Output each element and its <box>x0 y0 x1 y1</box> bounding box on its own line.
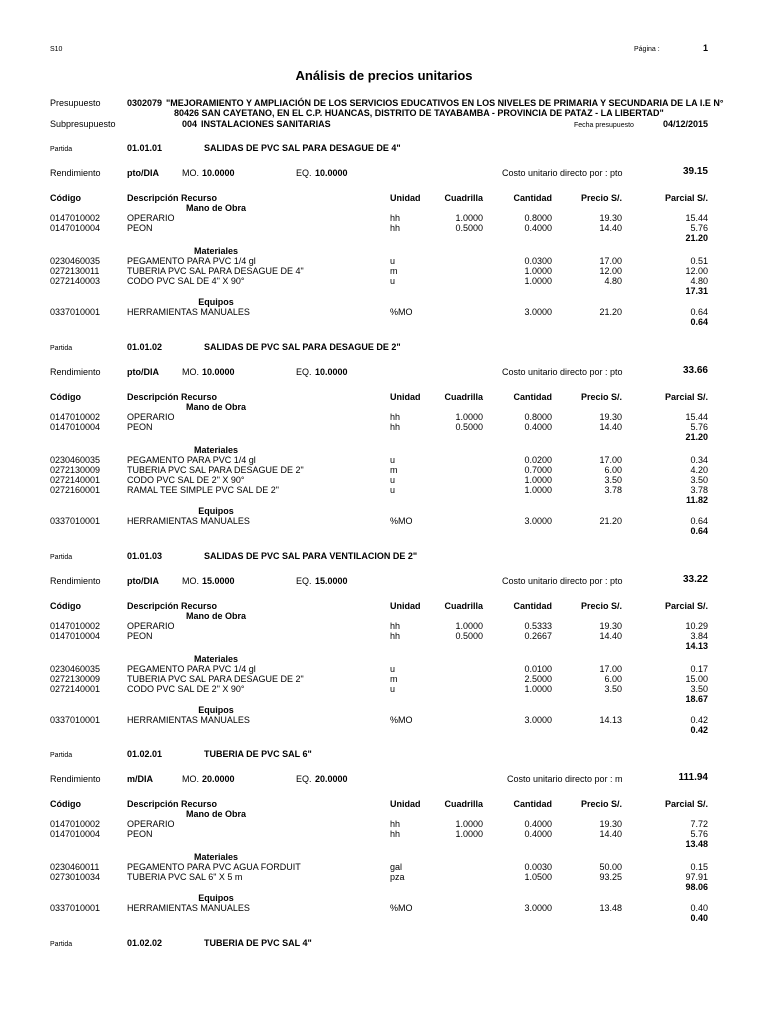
col-codigo: Código <box>50 392 81 402</box>
eq-label: EQ. <box>296 576 312 586</box>
resource-code: 0147010004 <box>50 223 101 233</box>
subtotal-materiales: 98.06 <box>685 882 708 892</box>
col-parcial: Parcial S/. <box>664 193 708 203</box>
col-parcial: Parcial S/. <box>664 392 708 402</box>
resource-desc: PEGAMENTO PARA PVC 1/4 gl <box>127 455 256 465</box>
col-cantidad: Cantidad <box>513 601 552 611</box>
col-codigo: Código <box>50 799 81 809</box>
partida-code: 01.02.01 <box>127 749 163 759</box>
mo-label: MO. <box>182 367 199 377</box>
resource-unit: hh <box>390 829 401 839</box>
presupuesto-label: Presupuesto <box>50 98 101 108</box>
group-mano-de-obra: Mano de Obra <box>185 809 246 819</box>
resource-code: 0337010001 <box>50 516 101 526</box>
resource-parcial: 15.44 <box>685 412 708 422</box>
rendimiento-label: Rendimiento <box>50 168 101 178</box>
group-equipos: Equipos <box>198 506 234 516</box>
table-row <box>0 819 768 829</box>
resource-parcial: 5.76 <box>690 422 708 432</box>
resource-unit: hh <box>390 412 401 422</box>
costo-unitario-label: Costo unitario directo por : pto <box>502 168 623 178</box>
resource-unit: m <box>390 674 398 684</box>
table-row <box>0 674 768 684</box>
subtotal-materiales: 11.82 <box>685 495 708 505</box>
resource-unit: u <box>390 475 396 485</box>
resource-parcial: 5.76 <box>690 829 708 839</box>
resource-precio: 3.50 <box>604 475 622 485</box>
resource-precio: 50.00 <box>599 862 622 872</box>
table-row <box>0 465 768 475</box>
resource-unit: u <box>390 455 396 465</box>
resource-desc: PEGAMENTO PARA PVC AGUA FORDUIT <box>127 862 301 872</box>
subtotal-mano-de-obra: 21.20 <box>685 432 708 442</box>
resource-desc: OPERARIO <box>127 412 175 422</box>
resource-unit: u <box>390 664 396 674</box>
resource-desc: TUBERIA PVC SAL PARA DESAGUE DE 2" <box>127 465 304 475</box>
partida-code: 01.02.02 <box>127 938 163 948</box>
page-label: Página : <box>634 46 660 53</box>
resource-unit: m <box>390 465 398 475</box>
table-row <box>0 213 768 223</box>
costo-unitario-value: 33.22 <box>682 574 708 585</box>
resource-desc: TUBERIA PVC SAL 6" X 5 m <box>127 872 243 882</box>
group-equipos: Equipos <box>198 297 234 307</box>
group-mano-de-obra: Mano de Obra <box>185 611 246 621</box>
resource-parcial: 0.51 <box>690 256 708 266</box>
resource-cantidad: 0.0300 <box>524 256 552 266</box>
resource-precio: 19.30 <box>599 819 622 829</box>
resource-cantidad: 0.8000 <box>524 213 552 223</box>
fecha-label: Fecha presupuesto <box>574 122 634 129</box>
resource-code: 0230460035 <box>50 455 101 465</box>
col-parcial: Parcial S/. <box>664 799 708 809</box>
resource-parcial: 3.84 <box>690 631 708 641</box>
eq-value: 15.0000 <box>315 576 348 586</box>
presupuesto-desc-line2: 80426 SAN CAYETANO, EN EL C.P. HUANCAS, DISTRITO DE TAYABAMBA - PROVINCIA DE PATAZ - LA LIBERTAD" <box>174 108 664 118</box>
resource-cantidad: 3.0000 <box>524 903 552 913</box>
resource-unit: hh <box>390 621 401 631</box>
resource-cuadrilla: 0.5000 <box>455 422 483 432</box>
resource-cuadrilla: 1.0000 <box>455 621 483 631</box>
resource-parcial: 4.20 <box>690 465 708 475</box>
resource-precio: 14.13 <box>599 715 622 725</box>
partida-label: Partida <box>50 752 73 759</box>
resource-code: 0230460035 <box>50 664 101 674</box>
resource-code: 0273010034 <box>50 872 101 882</box>
resource-code: 0272130009 <box>50 465 101 475</box>
table-row <box>0 862 768 872</box>
partida-label: Partida <box>50 146 73 153</box>
resource-parcial: 5.76 <box>690 223 708 233</box>
eq-label: EQ. <box>296 774 312 784</box>
resource-parcial: 4.80 <box>690 276 708 286</box>
resource-desc: PEON <box>127 223 153 233</box>
resource-precio: 6.00 <box>604 465 622 475</box>
resource-desc: PEON <box>127 422 153 432</box>
partida-label: Partida <box>50 345 73 352</box>
resource-code: 0272160001 <box>50 485 101 495</box>
table-row <box>0 455 768 465</box>
resource-cantidad: 2.5000 <box>524 674 552 684</box>
partida-code: 01.01.02 <box>127 342 163 352</box>
eq-value: 10.0000 <box>315 367 348 377</box>
resource-desc: TUBERIA PVC SAL PARA DESAGUE DE 2" <box>127 674 304 684</box>
resource-cantidad: 1.0000 <box>524 276 552 286</box>
resource-desc: HERRAMIENTAS MANUALES <box>127 516 250 526</box>
eq-label: EQ. <box>296 367 312 377</box>
resource-parcial: 0.64 <box>690 516 708 526</box>
resource-cantidad: 0.4000 <box>524 223 552 233</box>
resource-unit: m <box>390 266 398 276</box>
col-cuadrilla: Cuadrilla <box>444 601 483 611</box>
partida-name: TUBERIA DE PVC SAL 4" <box>204 938 312 948</box>
resource-parcial: 97.91 <box>685 872 708 882</box>
resource-parcial: 0.40 <box>690 903 708 913</box>
resource-code: 0147010004 <box>50 422 101 432</box>
resource-cantidad: 1.0000 <box>524 266 552 276</box>
resource-cuadrilla: 1.0000 <box>455 829 483 839</box>
resource-precio: 3.50 <box>604 684 622 694</box>
resource-unit: hh <box>390 819 401 829</box>
resource-code: 0272140001 <box>50 684 101 694</box>
table-header <box>0 799 768 809</box>
table-row <box>0 621 768 631</box>
resource-parcial: 3.50 <box>690 475 708 485</box>
costo-unitario-label: Costo unitario directo por : pto <box>502 576 623 586</box>
resource-cantidad: 1.0000 <box>524 485 552 495</box>
resource-precio: 3.78 <box>604 485 622 495</box>
col-precio: Precio S/. <box>580 193 622 203</box>
partida-name: TUBERIA DE PVC SAL 6" <box>204 749 312 759</box>
eq-label: EQ. <box>296 168 312 178</box>
resource-code: 0337010001 <box>50 307 101 317</box>
resource-unit: hh <box>390 223 401 233</box>
col-cuadrilla: Cuadrilla <box>444 799 483 809</box>
resource-unit: %MO <box>390 903 413 913</box>
resource-cuadrilla: 0.5000 <box>455 631 483 641</box>
resource-desc: OPERARIO <box>127 819 175 829</box>
costo-unitario-value: 33.66 <box>682 365 708 376</box>
eq-value: 10.0000 <box>315 168 348 178</box>
resource-unit: u <box>390 485 396 495</box>
table-row <box>0 422 768 432</box>
resource-desc: PEGAMENTO PARA PVC 1/4 gl <box>127 256 256 266</box>
partida-code: 01.01.01 <box>127 143 163 153</box>
subtotal-mano-de-obra: 14.13 <box>685 641 708 651</box>
table-row <box>0 903 768 913</box>
partida-code: 01.01.03 <box>127 551 163 561</box>
resource-precio: 19.30 <box>599 621 622 631</box>
resource-cantidad: 3.0000 <box>524 307 552 317</box>
rendimiento-label: Rendimiento <box>50 774 101 784</box>
resource-desc: PEON <box>127 829 153 839</box>
col-codigo: Código <box>50 601 81 611</box>
resource-desc: CODO PVC SAL DE 2" X 90° <box>127 684 245 694</box>
resource-cantidad: 0.2667 <box>524 631 552 641</box>
resource-desc: CODO PVC SAL DE 2" X 90° <box>127 475 245 485</box>
resource-cuadrilla: 0.5000 <box>455 223 483 233</box>
costo-unitario-label: Costo unitario directo por : pto <box>502 367 623 377</box>
table-row <box>0 872 768 882</box>
table-row <box>0 485 768 495</box>
col-parcial: Parcial S/. <box>664 601 708 611</box>
resource-cuadrilla: 1.0000 <box>455 412 483 422</box>
table-row <box>0 266 768 276</box>
subtotal-equipos: 0.40 <box>690 913 708 923</box>
resource-code: 0147010004 <box>50 631 101 641</box>
rendimiento-unit: pto/DIA <box>127 367 159 377</box>
resource-code: 0337010001 <box>50 903 101 913</box>
resource-unit: hh <box>390 422 401 432</box>
subpresupuesto-code: 004 <box>182 119 198 129</box>
group-equipos: Equipos <box>198 893 234 903</box>
mo-value: 20.0000 <box>202 774 235 784</box>
rendimiento-unit: pto/DIA <box>127 168 159 178</box>
resource-desc: RAMAL TEE SIMPLE PVC SAL DE 2" <box>127 485 279 495</box>
resource-code: 0230460035 <box>50 256 101 266</box>
subtotal-equipos: 0.42 <box>690 725 708 735</box>
resource-cantidad: 0.0100 <box>524 664 552 674</box>
resource-precio: 19.30 <box>599 213 622 223</box>
col-precio: Precio S/. <box>580 392 622 402</box>
group-mano-de-obra: Mano de Obra <box>185 402 246 412</box>
resource-precio: 6.00 <box>604 674 622 684</box>
costo-unitario-value: 111.94 <box>678 772 708 783</box>
table-row <box>0 412 768 422</box>
resource-precio: 21.20 <box>599 516 622 526</box>
subtotal-equipos: 0.64 <box>690 317 708 327</box>
resource-precio: 17.00 <box>599 256 622 266</box>
resource-cantidad: 0.8000 <box>524 412 552 422</box>
resource-code: 0272140001 <box>50 475 101 485</box>
partida-name: SALIDAS DE PVC SAL PARA VENTILACION DE 2" <box>204 551 418 561</box>
col-descripcion: Descripción Recurso <box>127 193 218 203</box>
table-row <box>0 715 768 725</box>
resource-precio: 17.00 <box>599 455 622 465</box>
group-mano-de-obra: Mano de Obra <box>185 203 246 213</box>
resource-desc: TUBERIA PVC SAL PARA DESAGUE DE 4" <box>127 266 304 276</box>
resource-precio: 19.30 <box>599 412 622 422</box>
resource-precio: 14.40 <box>599 631 622 641</box>
table-row <box>0 276 768 286</box>
resource-unit: pza <box>390 872 405 882</box>
fecha-value: 04/12/2015 <box>662 119 708 129</box>
rendimiento-label: Rendimiento <box>50 367 101 377</box>
eq-value: 20.0000 <box>315 774 348 784</box>
resource-code: 0272130011 <box>50 266 100 276</box>
resource-code: 0147010002 <box>50 412 101 422</box>
col-descripcion: Descripción Recurso <box>127 799 218 809</box>
resource-cantidad: 0.0200 <box>524 455 552 465</box>
subpresupuesto-label: Subpresupuesto <box>50 119 116 129</box>
resource-cuadrilla: 1.0000 <box>455 213 483 223</box>
resource-cantidad: 1.0000 <box>524 475 552 485</box>
partida-label: Partida <box>50 941 73 948</box>
resource-unit: u <box>390 684 396 694</box>
partida-name: SALIDAS DE PVC SAL PARA DESAGUE DE 4" <box>204 143 401 153</box>
resource-parcial: 0.42 <box>690 715 708 725</box>
mo-value: 10.0000 <box>202 168 235 178</box>
subtotal-mano-de-obra: 13.48 <box>685 839 708 849</box>
resource-code: 0147010002 <box>50 819 101 829</box>
mo-label: MO. <box>182 774 199 784</box>
col-cuadrilla: Cuadrilla <box>444 193 483 203</box>
costo-unitario-label: Costo unitario directo por : m <box>507 774 623 784</box>
resource-parcial: 0.64 <box>690 307 708 317</box>
table-header <box>0 392 768 402</box>
subpresupuesto-desc: INSTALACIONES SANITARIAS <box>201 119 331 129</box>
group-materiales: Materiales <box>193 246 239 256</box>
col-precio: Precio S/. <box>580 601 622 611</box>
table-row <box>0 516 768 526</box>
table-row <box>0 631 768 641</box>
resource-cantidad: 0.4000 <box>524 422 552 432</box>
resource-code: 0147010004 <box>50 829 101 839</box>
resource-desc: CODO PVC SAL DE 4" X 90° <box>127 276 245 286</box>
resource-unit: %MO <box>390 516 413 526</box>
resource-unit: u <box>390 256 396 266</box>
resource-parcial: 3.50 <box>690 684 708 694</box>
resource-code: 0147010002 <box>50 621 101 631</box>
resource-unit: gal <box>390 862 403 872</box>
resource-code: 0230460011 <box>50 862 100 872</box>
resource-precio: 14.40 <box>599 223 622 233</box>
presupuesto-desc-line1: "MEJORAMIENTO Y AMPLIACIÓN DE LOS SERVICIOS EDUCATIVOS EN LOS NIVELES DE PRIMARIA Y SECUNDARIA DE LA I.E N° <box>166 98 724 108</box>
table-row <box>0 475 768 485</box>
col-unidad: Unidad <box>390 799 421 809</box>
costo-unitario-value: 39.15 <box>682 166 708 177</box>
rendimiento-label: Rendimiento <box>50 576 101 586</box>
col-descripcion: Descripción Recurso <box>127 601 218 611</box>
resource-precio: 13.48 <box>599 903 622 913</box>
table-row <box>0 307 768 317</box>
resource-desc: OPERARIO <box>127 621 175 631</box>
page-number: 1 <box>702 43 708 53</box>
subtotal-materiales: 17.31 <box>685 286 708 296</box>
resource-precio: 4.80 <box>604 276 622 286</box>
mo-label: MO. <box>182 168 199 178</box>
rendimiento-unit: pto/DIA <box>127 576 159 586</box>
resource-precio: 14.40 <box>599 829 622 839</box>
mo-label: MO. <box>182 576 199 586</box>
resource-cantidad: 3.0000 <box>524 715 552 725</box>
resource-unit: %MO <box>390 715 413 725</box>
table-row <box>0 256 768 266</box>
resource-parcial: 3.78 <box>690 485 708 495</box>
presupuesto-code: 0302079 <box>127 98 163 108</box>
table-header <box>0 601 768 611</box>
resource-desc: OPERARIO <box>127 213 175 223</box>
resource-parcial: 0.15 <box>690 862 708 872</box>
resource-parcial: 15.44 <box>685 213 708 223</box>
resource-cantidad: 0.4000 <box>524 819 552 829</box>
resource-precio: 21.20 <box>599 307 622 317</box>
resource-cantidad: 3.0000 <box>524 516 552 526</box>
resource-code: 0337010001 <box>50 715 101 725</box>
resource-unit: %MO <box>390 307 413 317</box>
resource-precio: 17.00 <box>599 664 622 674</box>
table-row <box>0 829 768 839</box>
mo-value: 10.0000 <box>202 367 235 377</box>
resource-parcial: 7.72 <box>690 819 708 829</box>
table-row <box>0 664 768 674</box>
report-code: S10 <box>50 46 63 53</box>
group-materiales: Materiales <box>193 654 239 664</box>
resource-cantidad: 0.5333 <box>524 621 552 631</box>
col-unidad: Unidad <box>390 601 421 611</box>
partida-name: SALIDAS DE PVC SAL PARA DESAGUE DE 2" <box>204 342 401 352</box>
col-descripcion: Descripción Recurso <box>127 392 218 402</box>
col-precio: Precio S/. <box>580 799 622 809</box>
col-cuadrilla: Cuadrilla <box>444 392 483 402</box>
resource-desc: HERRAMIENTAS MANUALES <box>127 903 250 913</box>
resource-precio: 12.00 <box>599 266 622 276</box>
group-equipos: Equipos <box>198 705 234 715</box>
page-title: Análisis de precios unitarios <box>295 68 473 83</box>
col-cantidad: Cantidad <box>513 799 552 809</box>
resource-unit: hh <box>390 631 401 641</box>
subtotal-equipos: 0.64 <box>690 526 708 536</box>
resource-parcial: 0.34 <box>690 455 708 465</box>
resource-parcial: 12.00 <box>685 266 708 276</box>
partida-label: Partida <box>50 554 73 561</box>
resource-cantidad: 1.0000 <box>524 684 552 694</box>
resource-cantidad: 0.0030 <box>524 862 552 872</box>
resource-cantidad: 1.0500 <box>524 872 552 882</box>
resource-parcial: 10.29 <box>685 621 708 631</box>
resource-unit: u <box>390 276 396 286</box>
resource-code: 0272140003 <box>50 276 101 286</box>
table-row <box>0 684 768 694</box>
resource-code: 0272130009 <box>50 674 101 684</box>
col-cantidad: Cantidad <box>513 193 552 203</box>
rendimiento-unit: m/DIA <box>127 774 154 784</box>
resource-desc: HERRAMIENTAS MANUALES <box>127 307 250 317</box>
resource-precio: 14.40 <box>599 422 622 432</box>
subtotal-materiales: 18.67 <box>685 694 708 704</box>
subtotal-mano-de-obra: 21.20 <box>685 233 708 243</box>
group-materiales: Materiales <box>193 852 239 862</box>
resource-desc: HERRAMIENTAS MANUALES <box>127 715 250 725</box>
col-unidad: Unidad <box>390 193 421 203</box>
col-cantidad: Cantidad <box>513 392 552 402</box>
col-codigo: Código <box>50 193 81 203</box>
resource-unit: hh <box>390 213 401 223</box>
resource-cuadrilla: 1.0000 <box>455 819 483 829</box>
resource-parcial: 0.17 <box>690 664 708 674</box>
table-row <box>0 223 768 233</box>
group-materiales: Materiales <box>193 445 239 455</box>
resource-parcial: 15.00 <box>685 674 708 684</box>
resource-code: 0147010002 <box>50 213 101 223</box>
resource-precio: 93.25 <box>599 872 622 882</box>
resource-cantidad: 0.4000 <box>524 829 552 839</box>
resource-cantidad: 0.7000 <box>524 465 552 475</box>
resource-desc: PEON <box>127 631 153 641</box>
mo-value: 15.0000 <box>202 576 235 586</box>
resource-desc: PEGAMENTO PARA PVC 1/4 gl <box>127 664 256 674</box>
table-header <box>0 193 768 203</box>
col-unidad: Unidad <box>390 392 421 402</box>
